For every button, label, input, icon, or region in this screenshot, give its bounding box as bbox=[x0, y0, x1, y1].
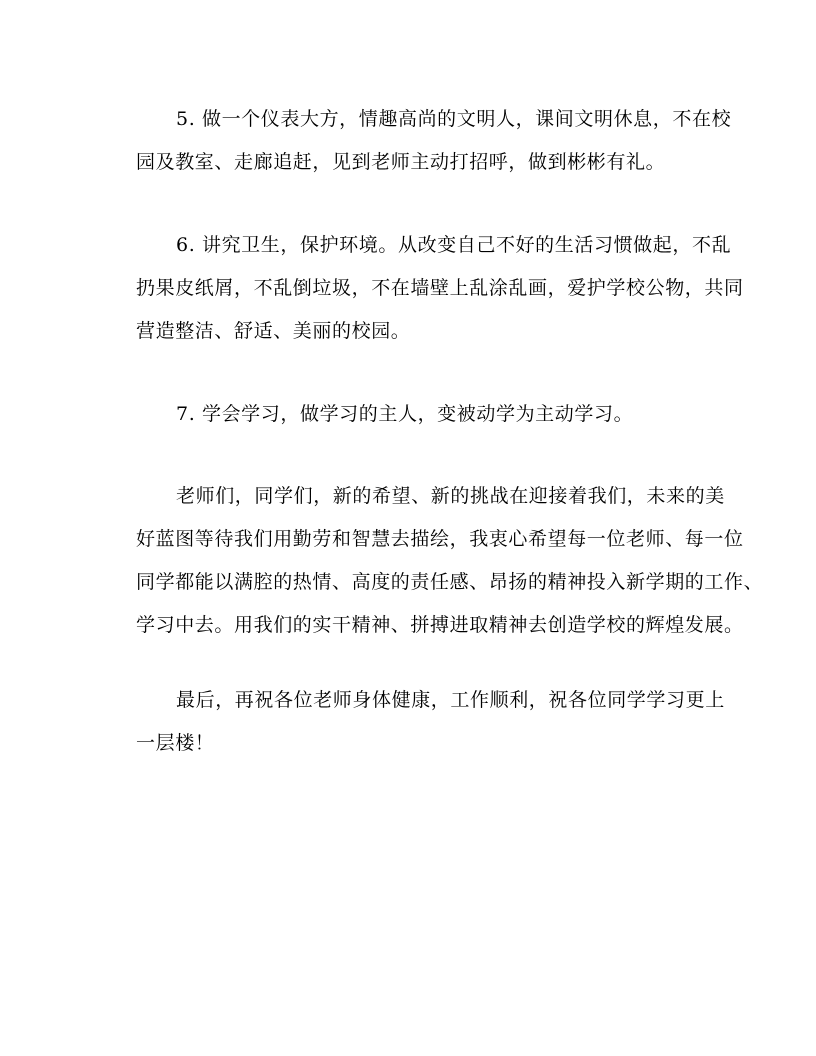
paragraph-address bbox=[136, 475, 764, 647]
paragraph-line: 最后，再祝各位老师身体健康，工作顺利，祝各位同学学习更上 bbox=[176, 689, 725, 711]
paragraph-line: 5. 做一个仪表大方，情趣高尚的文明人，课间文明休息，不在校 bbox=[176, 108, 732, 130]
paragraph-line: 老师们，同学们，新的希望、新的挑战在迎接着我们，未来的美 bbox=[176, 485, 725, 507]
paragraph-rule-6 bbox=[136, 224, 744, 353]
paragraph-line: 7. 学会学习，做学习的主人，变被动学为主动学习。 bbox=[176, 403, 634, 425]
paragraph-line: 营造整洁、舒适、美丽的校园。 bbox=[136, 320, 411, 342]
paragraph-rule-7 bbox=[136, 393, 716, 436]
paragraph-closing bbox=[136, 679, 725, 765]
paragraph-line: 好蓝图等待我们用勤劳和智慧去描绘，我衷心希望每一位老师、每一位 bbox=[136, 528, 744, 550]
paragraph-rule-5 bbox=[136, 98, 732, 184]
paragraph-line: 同学都能以满腔的热情、高度的责任感、昂扬的精神投入新学期的工作、 bbox=[136, 571, 764, 593]
paragraph-line: 园及教室、走廊追赶，见到老师主动打招呼，做到彬彬有礼。 bbox=[136, 151, 666, 173]
paragraph-line: 一层楼！ bbox=[136, 732, 215, 754]
paragraph-line: 6. 讲究卫生，保护环境。从改变自己不好的生活习惯做起，不乱 bbox=[176, 234, 732, 256]
paragraph-line: 学习中去。用我们的实干精神、拼搏进取精神去创造学校的辉煌发展。 bbox=[136, 614, 744, 636]
paragraph-line: 扔果皮纸屑，不乱倒垃圾，不在墙壁上乱涂乱画，爱护学校公物，共同 bbox=[136, 277, 744, 299]
